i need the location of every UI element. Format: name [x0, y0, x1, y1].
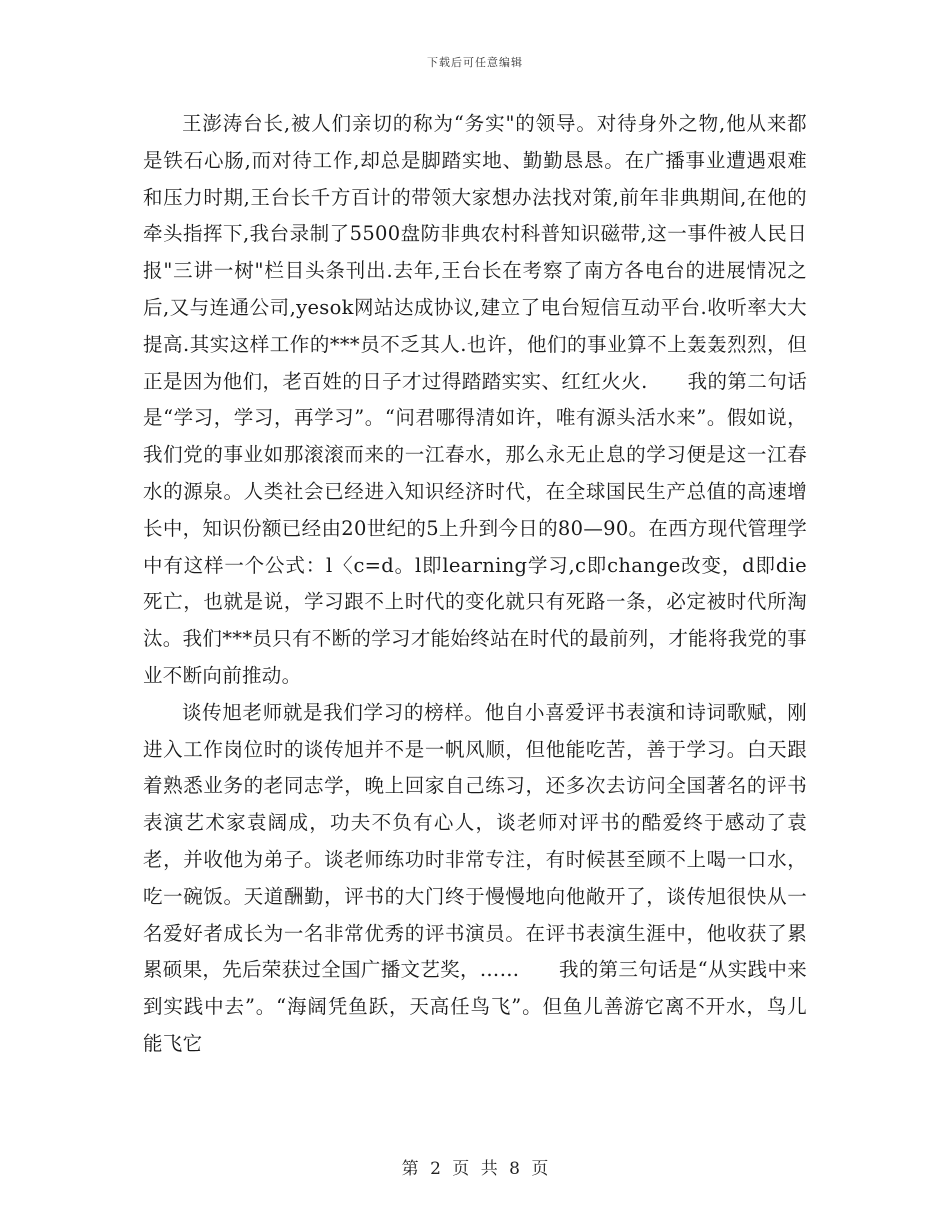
- paragraph-2: 谈传旭老师就是我们学习的榜样。他自小喜爱评书表演和诗词歌赋，刚进入工作岗位时的谈传旭并不是一帆风顺，但他能吃苦，善于学习。白天跟着熟悉业务的老同志学，晚上回家自己练习，还多次去访问全国著名的评书表演艺术家袁阔成，功夫不负有心人，谈老师对评书的酷爱终于感动了袁老，并收他为弟子。谈老师练功时非常专注，有时候甚至顾不上喝一口水，吃一碗饭。天道酬勤，评书的大门终于慢慢地向他敞开了，谈传旭很快从一名爱好者成长为一名非常优秀的评书演员。在评书表演生涯中，他收获了累累硕果，先后荣获过全国广播文艺奖，…… 我的第三句话是“从实践中来到实践中去”。“海阔凭鱼跃，天高任鸟飞”。但鱼儿善游它离不开水，鸟儿能飞它: [143, 700, 807, 1055]
- page-number-footer: 第 2 页 共 8 页: [401, 1159, 549, 1179]
- document-body: [143, 106, 807, 1063]
- paragraph-1: 王澎涛台长,被人们亲切的称为“务实"的领导。对待身外之物,他从来都是铁石心肠,而对待工作,却总是脚踏实地、勤勤恳恳。在广播事业遭遇艰难和压力时期,王台长千方百计的带领大家想办法找对策,前年非典期间,在他的牵头指挥下,我台录制了5500盘防非典农村科普知识磁带,这一事件被人民日报"三讲一树"栏目头条刊出.去年,王台长在考察了南方各电台的进展情况之后,又与连通公司,yesok网站达成协议,建立了电台短信互动平台.收听率大大提高.其实这样工作的***员不乏其人.也许，他们的事业算不上轰轰烈烈，但正是因为他们，老百姓的日子才过得踏踏实实、红红火火. 我的第二句话是“学习，学习，再学习”。“问君哪得清如许，唯有源头活水来”。假如说，我们党的事业如那滚滚而来的一江春水，那么永无止息的学习便是这一江春水的源泉。人类社会已经进入知识经济时代，在全球国民生产总值的高速增长中，知识份额已经由20世纪的5上升到今日的80—90。在西方现代管理学中有这样一个公式：l〈c=d。l即learning学习,c即change改变，d即die死亡，也就是说，学习跟不上时代的变化就只有死路一条，必定被时代所淘汰。我们***员只有不断的学习才能始终站在时代的最前列，才能将我党的事业不断向前推动。: [143, 112, 807, 687]
- page-header: 下载后可任意编辑: [427, 56, 523, 69]
